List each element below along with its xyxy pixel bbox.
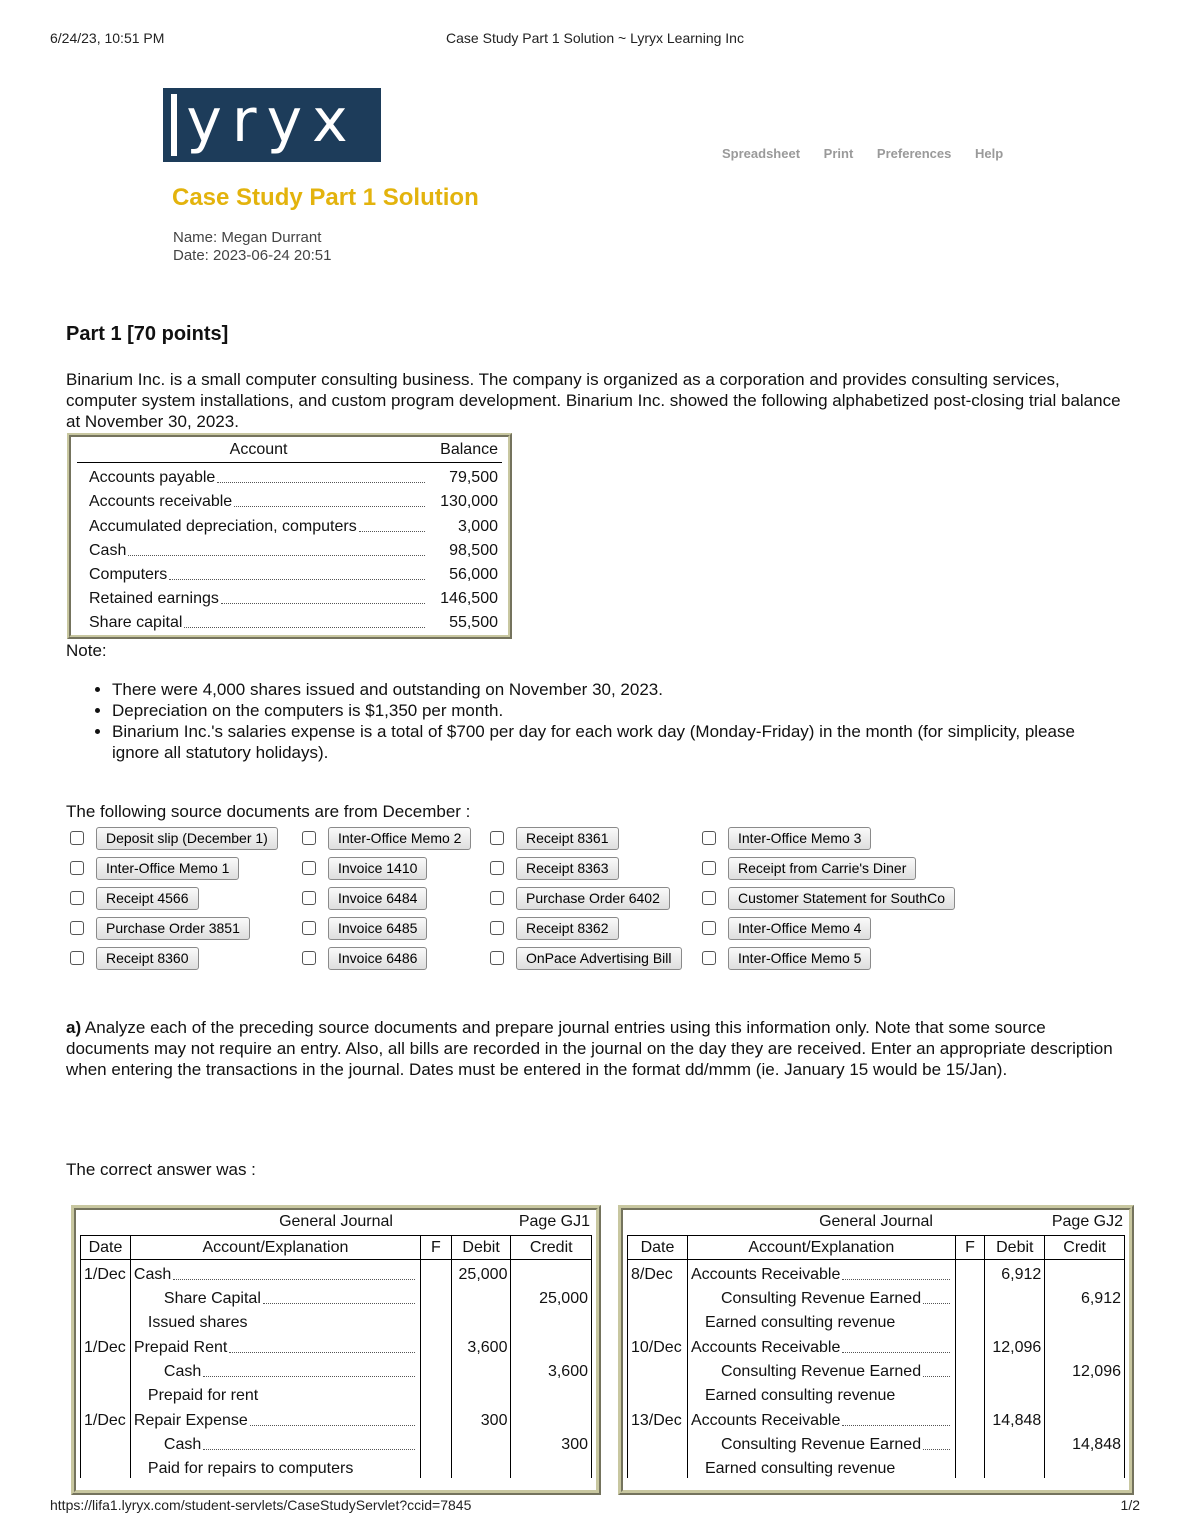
source-doc-checkbox[interactable]	[302, 861, 316, 875]
dot-leader	[263, 1303, 415, 1304]
source-doc-checkbox[interactable]	[702, 951, 716, 965]
journal-debit: 6,912	[985, 1260, 1045, 1284]
journal-row	[628, 1357, 1125, 1381]
journal-folio	[420, 1357, 451, 1381]
journal-account	[130, 1332, 420, 1356]
trial-balance-row	[77, 511, 502, 535]
journal-row	[628, 1381, 1125, 1405]
journal-debit	[985, 1284, 1045, 1308]
dot-leader	[923, 1449, 950, 1450]
journal-credit	[1045, 1308, 1125, 1332]
journal-account	[687, 1430, 955, 1454]
nav-spreadsheet[interactable]: Spreadsheet	[722, 146, 801, 161]
journal-debit	[985, 1430, 1045, 1454]
journal-credit	[1045, 1454, 1125, 1478]
balance-header: Balance	[440, 441, 498, 458]
source-doc-checkbox[interactable]	[70, 951, 84, 965]
dot-leader	[234, 506, 425, 507]
account-cell	[77, 493, 427, 511]
source-doc-checkbox[interactable]	[702, 831, 716, 845]
journal-folio	[955, 1405, 985, 1429]
journal-account-line	[721, 1436, 952, 1454]
journal-debit	[985, 1454, 1045, 1478]
journal-date	[628, 1381, 688, 1405]
account-name: Retained earnings	[89, 590, 219, 608]
journal-credit	[511, 1332, 592, 1356]
source-docs-title: The following source documents are from December :	[66, 802, 471, 821]
journal-credit	[511, 1454, 592, 1478]
dot-leader	[923, 1303, 950, 1304]
journal-credit	[1045, 1381, 1125, 1405]
dot-leader	[169, 579, 425, 580]
journal-account	[130, 1284, 420, 1308]
notes-list	[92, 679, 1112, 763]
dot-leader	[923, 1376, 950, 1377]
source-doc-button[interactable]: Invoice 6485	[328, 917, 427, 940]
journal-credit: 12,096	[1045, 1357, 1125, 1381]
journal-account	[130, 1381, 420, 1405]
journal-date	[628, 1430, 688, 1454]
source-doc-item	[302, 946, 427, 970]
source-doc-button[interactable]: Purchase Order 3851	[96, 917, 250, 940]
col-debit: Debit	[451, 1236, 511, 1260]
journal-account-name: Cash	[163, 1435, 202, 1453]
trial-balance-row	[77, 536, 502, 560]
journal-account-line	[721, 1290, 952, 1308]
nav-help[interactable]: Help	[975, 146, 1004, 161]
dot-leader	[229, 1352, 415, 1353]
footer-url: https://lifa1.lyryx.com/student-servlets/CaseStudyServlet?ccid=7845	[50, 1497, 472, 1513]
dot-leader	[842, 1352, 949, 1353]
journal-account	[687, 1454, 955, 1478]
journal-folio	[420, 1381, 451, 1405]
general-journal-gj1	[71, 1205, 601, 1495]
balance-value: 56,000	[449, 565, 498, 583]
source-doc-item	[702, 946, 871, 970]
journal-debit	[451, 1308, 511, 1332]
journal-row	[81, 1381, 592, 1405]
source-doc-item	[490, 946, 682, 970]
journal-date	[81, 1430, 131, 1454]
source-doc-item	[70, 856, 239, 880]
journal-folio	[955, 1332, 985, 1356]
journal-folio	[420, 1284, 451, 1308]
print-header	[50, 30, 1140, 48]
dot-leader	[842, 1425, 949, 1426]
journal-credit	[1045, 1405, 1125, 1429]
journal-row	[628, 1332, 1125, 1356]
journal-date	[628, 1308, 688, 1332]
journal-account-line	[721, 1363, 952, 1381]
journal-row	[81, 1308, 592, 1332]
source-doc-checkbox[interactable]	[302, 951, 316, 965]
journal-credit	[1045, 1260, 1125, 1284]
journal-folio	[420, 1308, 451, 1332]
submission-date: Date: 2023-06-24 20:51	[173, 247, 332, 264]
source-doc-item	[702, 856, 916, 880]
print-title: Case Study Part 1 Solution ~ Lyryx Learning Inc	[446, 30, 744, 46]
account-header: Account	[229, 441, 288, 458]
note-label: Note:	[66, 641, 107, 660]
journal-row	[81, 1284, 592, 1308]
print-datetime: 6/24/23, 10:51 PM	[50, 30, 165, 46]
journal-account	[130, 1405, 420, 1429]
account-name: Share capital	[89, 614, 183, 632]
balance-value: 3,000	[457, 517, 498, 535]
journal-row	[81, 1332, 592, 1356]
balance-value: 55,500	[449, 614, 498, 632]
source-doc-button[interactable]: Invoice 6484	[328, 887, 427, 910]
journal-table	[627, 1235, 1125, 1478]
journal-folio	[955, 1284, 985, 1308]
question-a	[66, 1017, 1126, 1080]
journal-account	[130, 1357, 420, 1381]
journal-account-line	[691, 1412, 952, 1430]
journal-title: General Journal	[279, 1213, 393, 1230]
journal-account	[130, 1430, 420, 1454]
journal-debit: 14,848	[985, 1405, 1045, 1429]
source-doc-button[interactable]: Deposit slip (December 1)	[96, 827, 278, 850]
journal-account-name: Repair Expense	[133, 1411, 248, 1429]
journal-date	[628, 1454, 688, 1478]
journal-folio	[955, 1430, 985, 1454]
source-doc-item	[302, 916, 427, 940]
footer-page-number: 1/2	[1120, 1497, 1140, 1513]
journal-account-name: Consulting Revenue Earned	[720, 1435, 922, 1453]
journal-debit: 25,000	[451, 1260, 511, 1284]
answer-label: The correct answer was :	[66, 1160, 256, 1179]
journal-page: Page GJ1	[518, 1213, 590, 1230]
general-journal-gj2	[618, 1205, 1134, 1495]
journal-account	[130, 1260, 420, 1284]
source-doc-item	[490, 916, 619, 940]
journal-date	[81, 1357, 131, 1381]
col-account: Account/Explanation	[687, 1236, 955, 1260]
journal-account-line	[134, 1412, 417, 1430]
journal-folio	[955, 1308, 985, 1332]
source-doc-item	[302, 856, 427, 880]
source-doc-button[interactable]: Receipt 8362	[516, 917, 619, 940]
journal-account	[687, 1405, 955, 1429]
student-name: Name: Megan Durrant	[173, 229, 322, 246]
journal-date: 1/Dec	[81, 1260, 131, 1284]
source-doc-item	[70, 826, 278, 850]
source-doc-button[interactable]: Customer Statement for SouthCo	[728, 887, 955, 910]
source-doc-checkbox[interactable]	[702, 891, 716, 905]
journal-credit: 3,600	[511, 1357, 592, 1381]
journal-account-line	[691, 1339, 952, 1357]
col-f: F	[955, 1236, 985, 1260]
journal-account-name: Accounts Receivable	[690, 1265, 841, 1283]
balance-value: 98,500	[449, 541, 498, 559]
source-doc-checkbox[interactable]	[490, 921, 504, 935]
source-doc-button[interactable]: OnPace Advertising Bill	[516, 947, 682, 970]
account-cell	[77, 566, 427, 584]
journal-row	[81, 1357, 592, 1381]
journal-folio	[955, 1454, 985, 1478]
journal-row	[628, 1454, 1125, 1478]
journal-explanation: Prepaid for rent	[147, 1387, 259, 1405]
journal-table	[80, 1235, 592, 1478]
source-doc-button[interactable]: Inter-Office Memo 1	[96, 857, 239, 880]
journal-date	[628, 1357, 688, 1381]
journal-date	[81, 1308, 131, 1332]
question-label: a)	[66, 1018, 82, 1037]
dot-leader	[250, 1425, 415, 1426]
top-nav	[722, 146, 1023, 161]
journal-credit: 300	[511, 1430, 592, 1454]
journal-date	[81, 1381, 131, 1405]
source-doc-button[interactable]: Receipt 8363	[516, 857, 619, 880]
journal-account	[687, 1357, 955, 1381]
journal-folio	[420, 1454, 451, 1478]
journal-date: 8/Dec	[628, 1260, 688, 1284]
journal-account-line	[164, 1363, 417, 1381]
note-item: • Depreciation on the computers is $1,350 per month.	[112, 700, 1112, 721]
journal-account-name: Accounts Receivable	[690, 1338, 841, 1356]
col-date: Date	[81, 1236, 131, 1260]
account-name: Accumulated depreciation, computers	[89, 517, 357, 535]
nav-preferences[interactable]: Preferences	[876, 146, 952, 161]
journal-explanation: Earned consulting revenue	[704, 1460, 896, 1478]
dot-leader	[842, 1279, 949, 1280]
journal-credit	[511, 1381, 592, 1405]
journal-folio	[955, 1357, 985, 1381]
account-name: Computers	[89, 565, 168, 583]
journal-date: 10/Dec	[628, 1332, 688, 1356]
journal-debit: 12,096	[985, 1332, 1045, 1356]
source-doc-button[interactable]: Receipt 8360	[96, 947, 199, 970]
col-debit: Debit	[985, 1236, 1045, 1260]
journal-account	[687, 1381, 955, 1405]
journal-account-name: Prepaid Rent	[133, 1338, 228, 1356]
journal-page: Page GJ2	[1051, 1213, 1123, 1230]
source-doc-item	[302, 886, 427, 910]
trial-balance-row	[77, 560, 502, 584]
journal-row	[628, 1430, 1125, 1454]
journal-credit	[1045, 1332, 1125, 1356]
journal-credit: 25,000	[511, 1284, 592, 1308]
logo-text: yryx	[186, 86, 358, 156]
source-doc-item	[490, 826, 619, 850]
trial-balance-row	[77, 584, 502, 608]
question-text: Analyze each of the preceding source documents and prepare journal entries using this information only. Note that some source documents may not require an entry. Also, all bills are recorded in the journal on the day they are received. Enter an appropriate description when entering the transactions in the journal. Dates must be entered in the format dd/mmm (ie. January 15 would be 15/Jan).	[66, 1018, 1113, 1079]
dot-leader	[184, 627, 425, 628]
journal-row	[81, 1405, 592, 1429]
journal-row	[628, 1284, 1125, 1308]
source-doc-button[interactable]: Purchase Order 6402	[516, 887, 670, 910]
account-name: Accounts payable	[89, 469, 216, 487]
dot-leader	[203, 1449, 415, 1450]
journal-date	[81, 1284, 131, 1308]
journal-credit	[511, 1308, 592, 1332]
journal-folio	[420, 1260, 451, 1284]
source-doc-item	[70, 946, 199, 970]
dot-leader	[221, 603, 425, 604]
balance-value: 79,500	[449, 469, 498, 487]
source-doc-item	[702, 916, 871, 940]
source-doc-checkbox[interactable]	[302, 891, 316, 905]
source-doc-checkbox[interactable]	[490, 891, 504, 905]
journal-debit	[451, 1284, 511, 1308]
source-doc-button[interactable]: Invoice 6486	[328, 947, 427, 970]
journal-account-name: Consulting Revenue Earned	[720, 1362, 922, 1380]
journal-folio	[955, 1260, 985, 1284]
dot-leader	[203, 1376, 415, 1377]
journal-date: 1/Dec	[81, 1332, 131, 1356]
page-title: Case Study Part 1 Solution	[172, 184, 479, 211]
journal-debit	[451, 1357, 511, 1381]
journal-date	[628, 1284, 688, 1308]
journal-date: 1/Dec	[81, 1405, 131, 1429]
col-credit: Credit	[1045, 1236, 1125, 1260]
source-doc-item	[702, 826, 871, 850]
source-doc-checkbox[interactable]	[302, 921, 316, 935]
account-cell	[77, 590, 427, 608]
source-doc-checkbox[interactable]	[490, 831, 504, 845]
source-doc-button[interactable]: Inter-Office Memo 2	[328, 827, 471, 850]
source-doc-button[interactable]: Receipt 8361	[516, 827, 619, 850]
journal-account-line	[134, 1339, 417, 1357]
source-doc-item	[70, 886, 199, 910]
source-doc-button[interactable]: Inter-Office Memo 5	[728, 947, 871, 970]
journal-account-name: Cash	[163, 1362, 202, 1380]
journal-explanation: Earned consulting revenue	[704, 1314, 896, 1332]
account-cell	[77, 469, 427, 487]
balance-value: 130,000	[440, 493, 498, 511]
dot-leader	[359, 531, 425, 532]
journal-account-line	[164, 1290, 417, 1308]
dot-leader	[173, 1279, 415, 1280]
lyryx-logo[interactable]	[163, 88, 381, 162]
journal-account	[687, 1332, 955, 1356]
trial-balance-row	[77, 487, 502, 511]
source-doc-item	[302, 826, 471, 850]
source-doc-button[interactable]: Invoice 1410	[328, 857, 427, 880]
journal-credit: 14,848	[1045, 1430, 1125, 1454]
journal-row	[81, 1430, 592, 1454]
trial-balance-table	[67, 433, 512, 639]
journal-account-name: Cash	[133, 1265, 172, 1283]
note-item: • There were 4,000 shares issued and outstanding on November 30, 2023.	[112, 679, 1112, 700]
trial-balance-row	[77, 463, 502, 487]
account-name: Accounts receivable	[89, 493, 233, 511]
student-meta	[173, 229, 331, 265]
trial-balance-header	[77, 441, 502, 463]
journal-credit	[511, 1260, 592, 1284]
journal-row	[81, 1260, 592, 1284]
journal-explanation: Paid for repairs to computers	[147, 1460, 354, 1478]
journal-debit	[451, 1430, 511, 1454]
source-doc-item	[490, 886, 670, 910]
account-name: Cash	[89, 541, 127, 559]
source-doc-checkbox[interactable]	[70, 921, 84, 935]
source-doc-checkbox[interactable]	[70, 891, 84, 905]
journal-explanation: Earned consulting revenue	[704, 1387, 896, 1405]
source-doc-button[interactable]: Receipt 4566	[96, 887, 199, 910]
source-doc-checkbox[interactable]	[302, 831, 316, 845]
journal-debit	[451, 1454, 511, 1478]
source-doc-checkbox[interactable]	[490, 861, 504, 875]
balance-value: 146,500	[440, 590, 498, 608]
source-doc-button[interactable]: Inter-Office Memo 3	[728, 827, 871, 850]
source-doc-checkbox[interactable]	[702, 921, 716, 935]
journal-debit	[451, 1381, 511, 1405]
journal-account-line	[164, 1436, 417, 1454]
col-date: Date	[628, 1236, 688, 1260]
journal-debit	[985, 1308, 1045, 1332]
journal-row	[81, 1454, 592, 1478]
journal-debit: 3,600	[451, 1332, 511, 1356]
journal-credit: 6,912	[1045, 1284, 1125, 1308]
journal-folio	[420, 1405, 451, 1429]
journal-date: 13/Dec	[628, 1405, 688, 1429]
journal-account	[687, 1260, 955, 1284]
journal-account	[687, 1308, 955, 1332]
trial-balance-body	[77, 463, 502, 632]
journal-account-line	[691, 1266, 952, 1284]
journal-account	[130, 1308, 420, 1332]
source-doc-checkbox[interactable]	[490, 951, 504, 965]
source-doc-button[interactable]: Inter-Office Memo 4	[728, 917, 871, 940]
journal-row	[628, 1260, 1125, 1284]
source-doc-checkbox[interactable]	[70, 831, 84, 845]
journal-account	[687, 1284, 955, 1308]
intro-paragraph: Binarium Inc. is a small computer consulting business. The company is organized as a corporation and provides consulting services, computer system installations, and custom program development. Binarium Inc. showed the following alphabetized post-closing trial balance at November 30, 2023.	[66, 370, 1121, 431]
source-doc-checkbox[interactable]	[70, 861, 84, 875]
source-doc-checkbox[interactable]	[702, 861, 716, 875]
journal-row	[628, 1405, 1125, 1429]
source-documents-grid	[70, 826, 1070, 976]
journal-explanation: Issued shares	[147, 1314, 248, 1332]
journal-account	[130, 1454, 420, 1478]
journal-debit	[985, 1357, 1045, 1381]
nav-print[interactable]: Print	[823, 146, 854, 161]
journal-credit	[511, 1405, 592, 1429]
journal-title: General Journal	[819, 1213, 933, 1230]
account-cell	[77, 614, 427, 632]
journal-folio	[420, 1332, 451, 1356]
dot-leader	[217, 482, 425, 483]
part-title: Part 1 [70 points]	[66, 323, 229, 345]
journal-folio	[955, 1381, 985, 1405]
journal-debit: 300	[451, 1405, 511, 1429]
journal-date	[81, 1454, 131, 1478]
account-cell	[77, 518, 427, 536]
col-account: Account/Explanation	[130, 1236, 420, 1260]
trial-balance-row	[77, 608, 502, 632]
col-f: F	[420, 1236, 451, 1260]
journal-account-line	[134, 1266, 417, 1284]
dot-leader	[128, 555, 425, 556]
source-doc-item	[702, 886, 955, 910]
journal-account-name: Share Capital	[163, 1290, 261, 1308]
note-item: • Binarium Inc.'s salaries expense is a total of $700 per day for each work day (Monday-Friday) in the month (for simplicity, please ignore all statutory holidays).	[112, 721, 1112, 763]
account-cell	[77, 542, 427, 560]
source-doc-item	[70, 916, 250, 940]
source-doc-button[interactable]: Receipt from Carrie's Diner	[728, 857, 916, 880]
journal-debit	[985, 1381, 1045, 1405]
journal-account-name: Consulting Revenue Earned	[720, 1290, 922, 1308]
source-doc-item	[490, 856, 619, 880]
journal-row	[628, 1308, 1125, 1332]
col-credit: Credit	[511, 1236, 592, 1260]
journal-account-name: Accounts Receivable	[690, 1411, 841, 1429]
journal-folio	[420, 1430, 451, 1454]
